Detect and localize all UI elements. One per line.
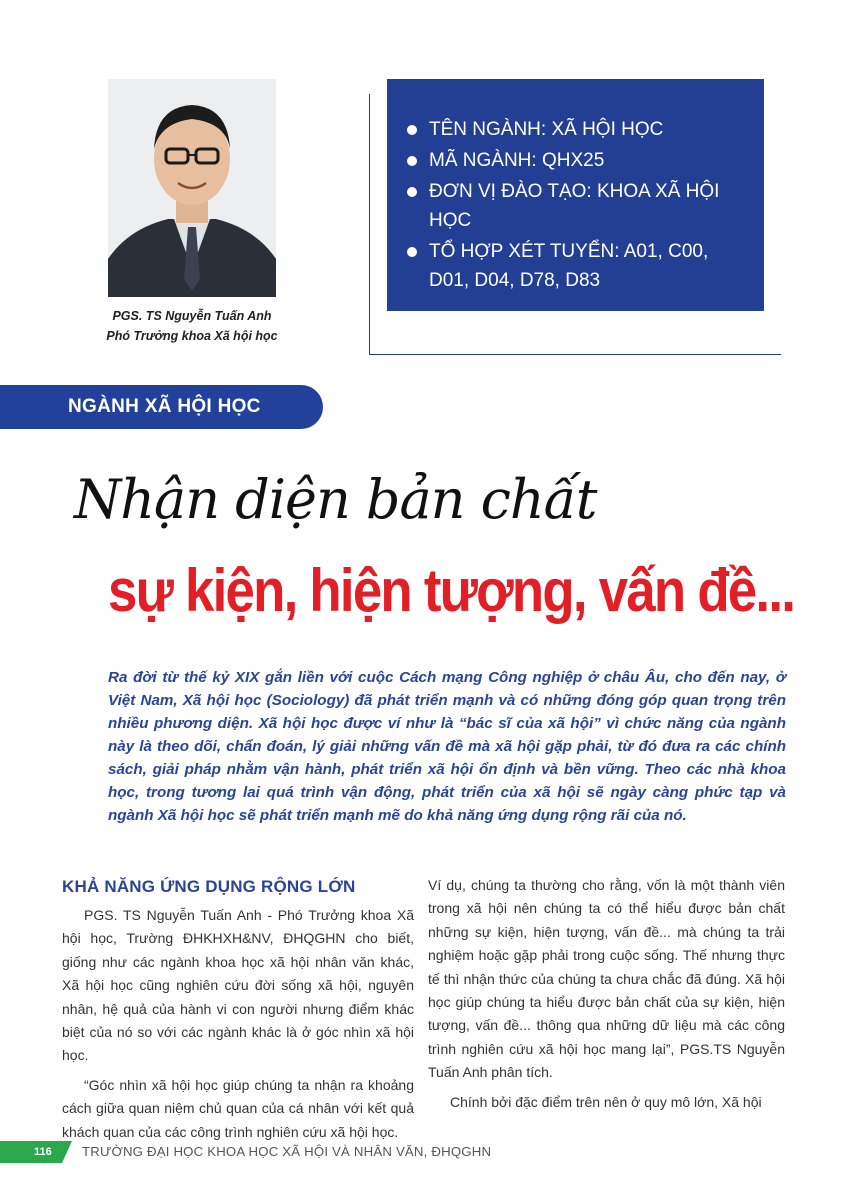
page-footer — [0, 1141, 848, 1163]
body-paragraph: Chính bởi đặc điểm trên nên ở quy mô lớn, Xã hội — [450, 1093, 762, 1110]
section-banner — [0, 385, 323, 429]
lead-paragraph: Ra đời từ thế kỷ XIX gắn liền với cuộc Cách mạng Công nghiệp ở châu Âu, cho đến nay, ở Việt Nam, Xã hội học (Sociology) đã phát triển mạnh và có những đóng góp quan trọng trên nhiều phương diện. Xã hội học được ví như là “bác sĩ của xã hội” vì chức năng của ngành này là theo dõi, chẩn đoán, lý giải những vấn đề mà xã hội gặp phải, từ đó đưa ra các chính sách, giải pháp nhằm vận hành, phát triển xã hội ổn định và bền vững. Theo các nhà khoa học, trong tương lai quá trình vận động, phát triển của xã hội sẽ ngày càng phức tạp và ngành Xã hội học sẽ phát triển mạnh mẽ do khả năng ứng dụng rộng rãi của nó. — [108, 669, 786, 824]
infobox-item-combinations: TỔ HỢP XÉT TUYỂN: A01, C00, D01, D04, D78, D83 — [405, 237, 744, 295]
body-column-right — [428, 874, 785, 1120]
portrait-caption — [92, 306, 292, 346]
page-number: 116 — [34, 1146, 52, 1158]
caption-title: Phó Trưởng khoa Xã hội học — [106, 329, 278, 343]
body-paragraph: “Góc nhìn xã hội học giúp chúng ta nhận ra khoảng cách giữa quan niệm chủ quan của cá nhân với kết quả khách quan của các công trình nghiên cứu xã hội học. — [62, 1076, 414, 1140]
body-paragraph: Ví dụ, chúng ta thường cho rằng, vốn là một thành viên trong xã hội nên chúng ta có thể hiểu được bản chất những sự kiện, hiện tượng, vấn đề... mà chúng ta trải nghiệm hoặc gặp phải trong cuộc sống. Thế nhưng thực tế thì nhận thức của chúng ta chưa chắc đã đúng. Xã hội học giúp chúng ta hiểu được bản chất của sự kiện, hiện tượng, vấn đề... thông qua những dữ liệu mà các công trình nghiên cứu xã hội học mang lại”, PGS.TS Nguyễn Tuấn Anh phân tích. — [428, 877, 785, 1081]
section-banner-label: NGÀNH XÃ HỘI HỌC — [68, 396, 261, 417]
infobox-item-unit: ĐƠN VỊ ĐÀO TẠO: KHOA XÃ HỘI HỌC — [405, 177, 744, 235]
caption-name: PGS. TS Nguyễn Tuấn Anh — [112, 309, 272, 323]
article-title-line2: sự kiện, hiện tượng, vấn đề... — [108, 557, 795, 624]
program-infobox — [387, 79, 764, 311]
portrait-photo — [108, 79, 276, 297]
page-number-tab — [0, 1141, 62, 1163]
footer-publisher: TRƯỜNG ĐẠI HỌC KHOA HỌC XÃ HỘI VÀ NHÂN VĂN, ĐHQGHN — [82, 1144, 492, 1159]
body-column-left — [62, 874, 414, 1150]
infobox-item-name: TÊN NGÀNH: XÃ HỘI HỌC — [405, 115, 744, 144]
section-subheading: KHẢ NĂNG ỨNG DỤNG RỘNG LỚN — [62, 877, 356, 896]
article-title-line1: Nhận diện bản chất — [74, 468, 597, 531]
infobox-item-code: MÃ NGÀNH: QHX25 — [405, 146, 744, 175]
body-paragraph: PGS. TS Nguyễn Tuấn Anh - Phó Trưởng khoa Xã hội học, Trường ĐHKHXH&NV, ĐHQGHN cho biết, giống như các ngành khoa học xã hội nhân văn khác, Xã hội học cũng nghiên cứu đời sống xã hội, nguyên nhân, hệ quả của hành vi con người nhưng điểm khác biệt của nó so với các ngành khác là ở góc nhìn xã hội học. — [62, 907, 414, 1064]
